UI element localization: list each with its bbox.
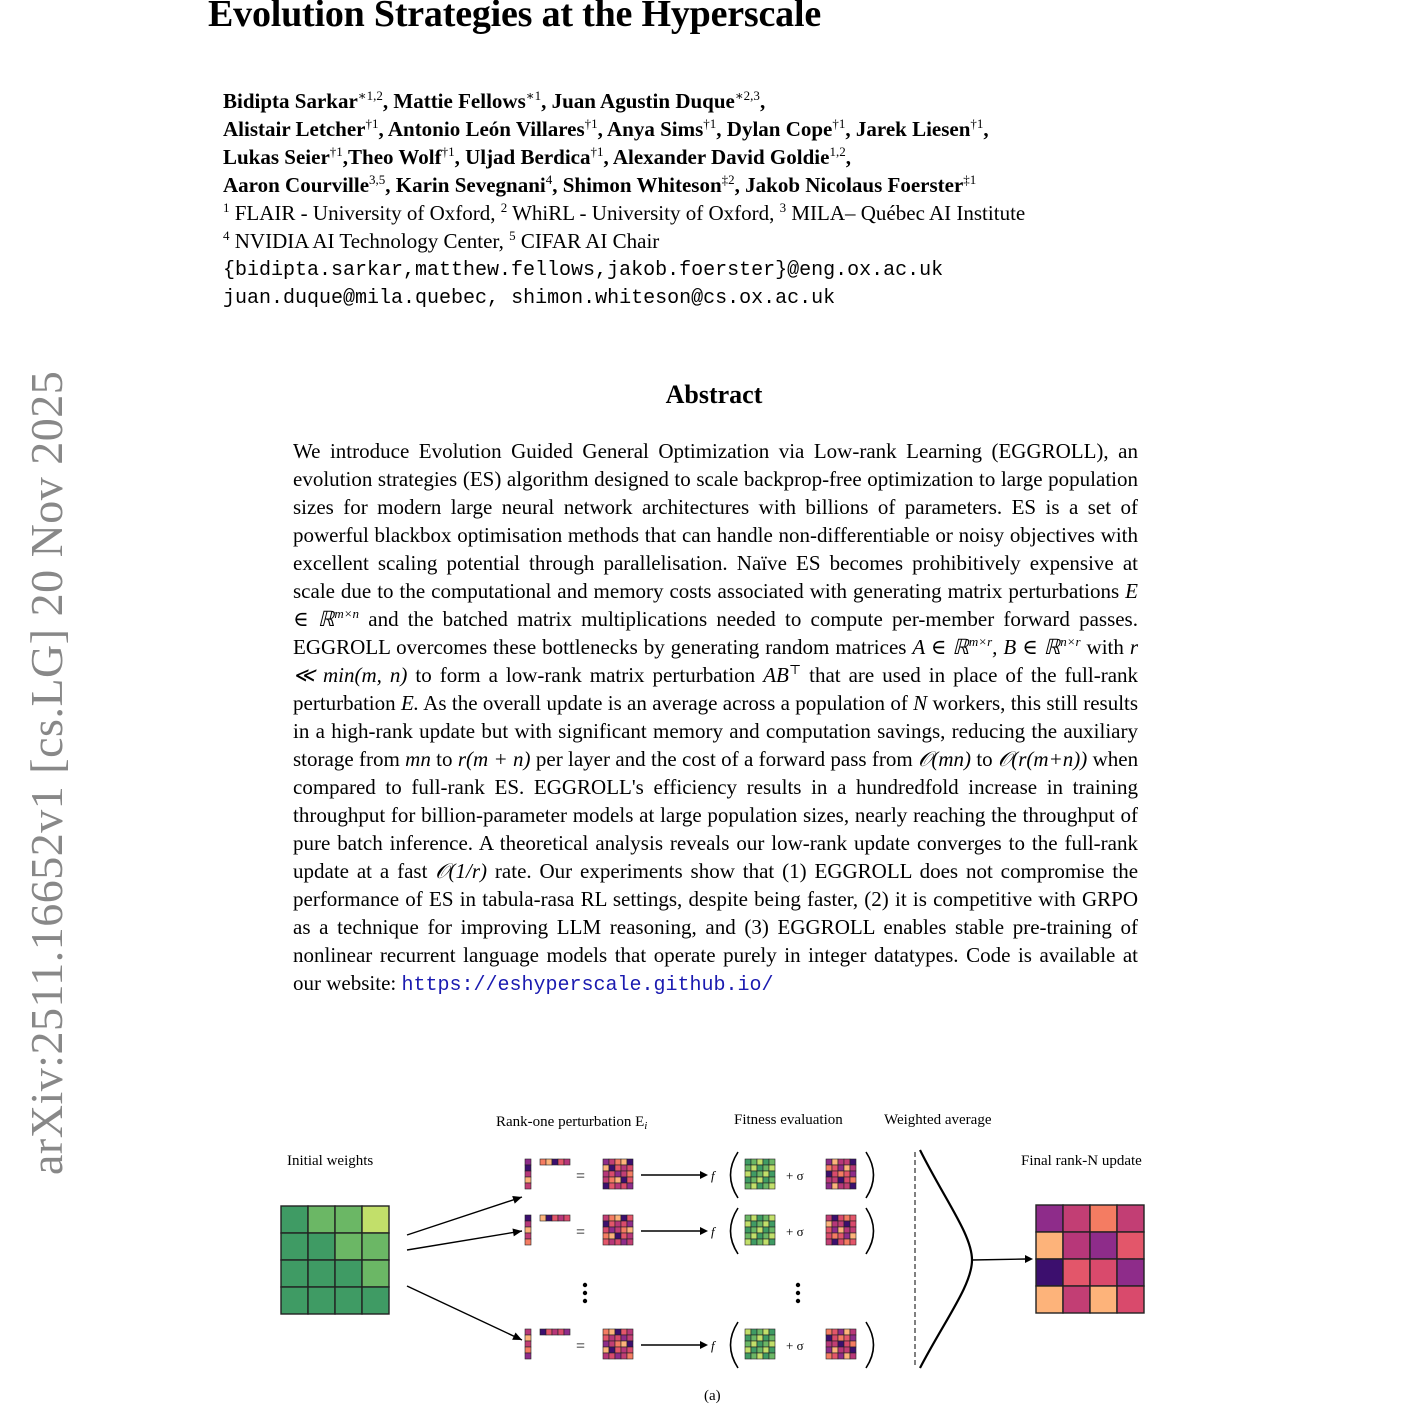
ellipsis-dot — [583, 1291, 587, 1295]
abstract-heading: Abstract — [665, 380, 763, 409]
author: Antonio León Villares — [387, 117, 585, 141]
perturbation-matrix — [603, 1159, 633, 1189]
author-line-3: Lukas Seier$^{\dagger 1}$,Theo Wolf$^{\dagger 1}$, Uljad Berdica$^{\dagger 1}$, Alexander David Goldie$^{1,2}$, — [223, 144, 851, 169]
perturbation-matrix — [603, 1215, 633, 1245]
author: Lukas Seier — [223, 145, 330, 169]
affiliations-line-1: $^1$ FLAIR - University of Oxford, $^2$ WhiRL - University of Oxford, $^3$ MILA– Québec AI Institute — [223, 200, 1026, 225]
fitness-function-label: f — [711, 1224, 715, 1239]
rank-vector-column — [525, 1215, 531, 1245]
author: Alistair Letcher — [223, 117, 366, 141]
author: Aaron Courville — [223, 173, 370, 197]
equals-sign: = — [576, 1168, 586, 1185]
label-rank-one: Rank-one perturbation $E_i$ — [496, 1114, 648, 1132]
final-update-matrix — [1036, 1205, 1144, 1313]
author: Anya Sims — [607, 117, 704, 141]
ellipsis-dot — [583, 1283, 587, 1287]
author: Alexander David Goldie — [612, 145, 830, 169]
label-initial-weights: Initial weights — [287, 1153, 374, 1169]
author: Uljad Berdica — [465, 145, 591, 169]
label-final: Final rank-N update — [1021, 1153, 1142, 1169]
paren-right — [866, 1208, 874, 1254]
rank-vector-row — [540, 1329, 570, 1335]
plus-sigma-label: + σ — [786, 1168, 804, 1183]
email-line-1: {bidipta.sarkar,matthew.fellows,jakob.foerster}@eng.ox.ac.uk — [223, 259, 944, 282]
rank-vector-row — [540, 1215, 570, 1221]
arrow-head — [1025, 1255, 1033, 1263]
weighted-average-curve — [920, 1150, 972, 1368]
paren-right — [866, 1152, 874, 1198]
figure-caption: (a) — [704, 1388, 721, 1404]
arrow-head — [700, 1171, 708, 1179]
paren-left — [731, 1152, 739, 1198]
author: Mattie Fellows — [393, 89, 526, 113]
author-line-1: Bidipta Sarkar$^{∗1,2}$, Mattie Fellows$^{∗1}$, Juan Agustin Duque$^{∗2,3}$, — [223, 88, 766, 113]
label-weighted: Weighted average — [884, 1112, 992, 1128]
paren-left — [731, 1208, 739, 1254]
label-fitness: Fitness evaluation — [734, 1112, 843, 1128]
author-line-4: Aaron Courville$^{3,5}$, Karin Sevegnani$^4$, Shimon Whiteson$^{\ddagger 2}$, Jakob Nicolaus Foerster$^{\ddagger 1}$ — [223, 172, 977, 197]
plus-sigma-label: + σ — [786, 1338, 804, 1353]
rank-vector-column — [525, 1159, 531, 1189]
weights-copy-matrix — [745, 1329, 775, 1359]
author: Shimon Whiteson — [562, 173, 722, 197]
arrow-head — [700, 1341, 708, 1349]
ellipsis-dot — [796, 1299, 800, 1303]
author: Bidipta Sarkar — [223, 89, 358, 113]
affiliations-line-2: $^4$ NVIDIA AI Technology Center, $^5$ CIFAR AI Chair — [223, 228, 660, 253]
paren-left — [731, 1322, 739, 1368]
rank-vector-row — [540, 1159, 570, 1165]
author: Jakob Nicolaus Foerster — [745, 173, 964, 197]
paren-right — [866, 1322, 874, 1368]
fitness-function-label: f — [711, 1338, 715, 1353]
arxiv-stamp: arXiv:2511.16652v1 [cs.LG] 20 Nov 2025 — [21, 370, 72, 1175]
weights-copy-matrix — [745, 1159, 775, 1189]
equals-sign: = — [576, 1224, 586, 1241]
perturbation-copy-matrix — [826, 1329, 856, 1359]
abstract-body: We introduce Evolution Guided General Optimization via Low-rank Learning (EGGROLL), an evolution strategies (ES) algorithm designed to scale backprop-free optimization to large population sizes for modern large neural network architectures with billions of parameters. ES is a set of powerful blackbox optimisation methods that can handle non-differentiable or noisy objectives with excellent scaling potential through parallelisation. Naïve ES becomes prohibitively expensive at scale due to the computational and memory costs associated with generating matrix perturbations E ∈ ℝ$^{m\times n}$ and the batched matrix multiplications needed to compute per-member forward passes. EGGROLL overcomes these bottlenecks by generating random matrices A ∈ ℝ$^{m\times r}$, B ∈ ℝ$^{n\times r}$ with r ≪ min(m, n) to form a low-rank matrix perturbation AB⊤ that are used in place of the full-rank perturbation E. As the overall update is an average across a population of N workers, this still results in a high-rank update but with significant memory and computation savings, reducing the auxiliary storage from mn to r(m + n) per layer and the cost of a forward pass from 𝒪(mn) to 𝒪(r(m+n)) when compared to full-rank ES. EGGROLL's efficiency results in a hundredfold increase in training throughput for billion-parameter models at large population sizes, nearly reaching the throughput of pure batch inference. A theoretical analysis reveals our low-rank update converges to the full-rank update at a fast 𝒪(1/r) rate. Our experiments show that (1) EGGROLL does not compromise the performance of ES in tabula-rasa RL settings, despite being faster, (2) it is competitive with GRPO as a technique for improving LLM reasoning, and (3) EGGROLL enables stable pre-training of nonlinear recurrent language models that operate purely in integer datatypes. Code is available at our website: https://eshyperscale.github.io/ — [293, 439, 1139, 997]
author: Juan Agustin Duque — [551, 89, 735, 113]
rank-vector-column — [525, 1329, 531, 1359]
fitness-function-label: f — [711, 1168, 715, 1183]
author: Theo Wolf — [348, 145, 442, 169]
arrow-head — [700, 1227, 708, 1235]
ellipsis-dot — [796, 1291, 800, 1295]
author-line-2: Alistair Letcher$^{\dagger 1}$, Antonio León Villares$^{\dagger 1}$, Anya Sims$^{\dagger 1}$, Dylan Cope$^{\dagger 1}$, Jarek Liesen$^{\dagger 1}$, — [223, 116, 989, 141]
email-line-2: juan.duque@mila.quebec, shimon.whiteson@cs.ox.ac.uk — [223, 287, 836, 310]
initial-weights-matrix — [281, 1206, 389, 1314]
perturbation-copy-matrix — [826, 1215, 856, 1245]
arrow-head — [512, 1229, 522, 1237]
equals-sign: = — [576, 1338, 586, 1355]
author: Jarek Liesen — [855, 117, 971, 141]
arrow-line — [407, 1231, 522, 1250]
weights-copy-matrix — [745, 1215, 775, 1245]
arrow-head — [512, 1196, 522, 1204]
author: Dylan Cope — [726, 117, 833, 141]
perturbation-matrix — [603, 1329, 633, 1359]
arrow-line — [407, 1286, 522, 1340]
arrow-line — [407, 1197, 522, 1235]
paper-title: Evolution Strategies at the Hyperscale — [208, 0, 821, 35]
perturbation-copy-matrix — [826, 1159, 856, 1189]
plus-sigma-label: + σ — [786, 1224, 804, 1239]
arrow-line — [972, 1259, 1026, 1260]
website-link[interactable]: https://eshyperscale.github.io/ — [401, 974, 774, 997]
ellipsis-dot — [796, 1283, 800, 1287]
ellipsis-dot — [583, 1299, 587, 1303]
eggroll-figure — [0, 1090, 1428, 1410]
author: Karin Sevegnani — [395, 173, 546, 197]
